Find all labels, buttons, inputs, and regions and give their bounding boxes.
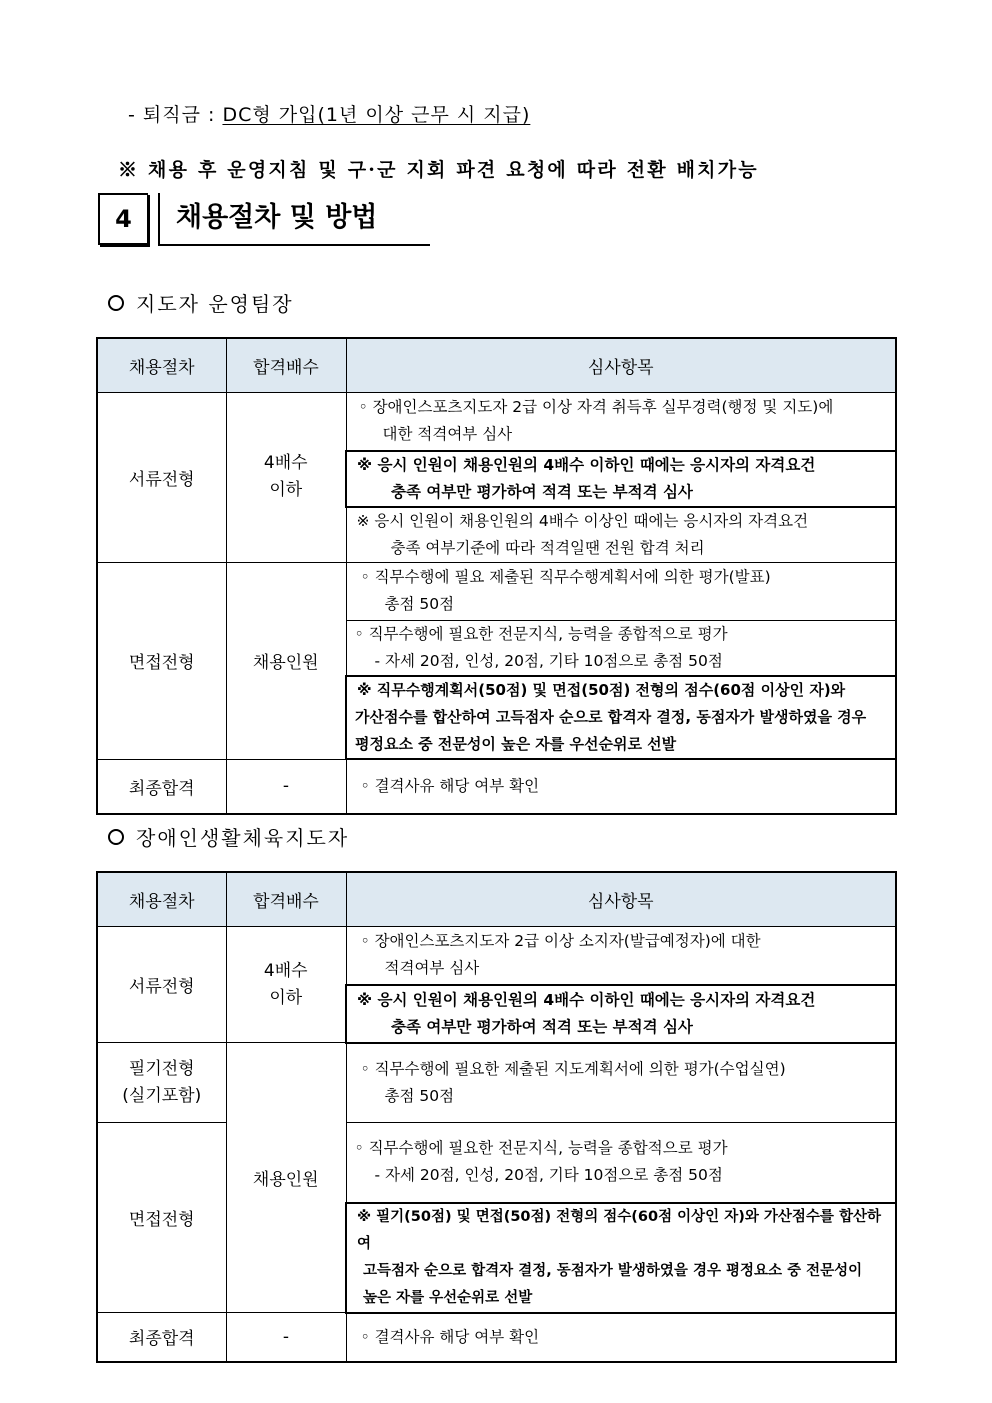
- criteria-item: ◦ 직무수행에 필요 제출된 직무수행계획서에 의한 평가(발표) 총점 50점: [346, 562, 896, 620]
- severance-text: DC형 가입(1년 이상 근무 시 지급): [222, 104, 531, 126]
- severance-line: [128, 100, 530, 127]
- col-header-stage: 채용절차: [97, 872, 226, 927]
- criteria-item: ◦ 장애인스포츠지도자 2급 이상 자격 취득후 실무경력(행정 및 지도)에 대한 적격여부 심사: [346, 393, 896, 451]
- table1: [96, 337, 897, 815]
- multiple-document: 4배수 이하: [226, 927, 346, 1043]
- stage-interview: 면접전형: [97, 562, 226, 759]
- multiple-interview: 채용인원: [226, 562, 346, 759]
- criteria-note-bold: ※ 직무수행계획서(50점) 및 면접(50점) 전형의 점수(60점 이상인 자)와 가산점수를 합산하여 고득점자 순으로 합격자 결정, 동점자가 발생하였을 경우 평정요소 중 전문성이 높은 자를 우선순위로 선발: [346, 676, 896, 759]
- table2-heading-text: 장애인생활체육지도자: [136, 826, 350, 850]
- circle-bullet-icon: [108, 829, 124, 845]
- criteria-note-bold: ※ 필기(50점) 및 면접(50점) 전형의 점수(60점 이상인 자)와 가산점수를 합산하여 고득점자 순으로 합격자 결정, 동점자가 발생하였을 경우 평정요소 중 전문성이 높은 자를 우선순위로 선발: [346, 1203, 896, 1313]
- reassignment-notice: ※ 채용 후 운영지침 및 구·군 지회 파견 요청에 따라 전환 배치가능: [118, 159, 759, 181]
- criteria-item: ◦ 결격사유 해당 여부 확인: [346, 1313, 896, 1362]
- col-header-criteria: 심사항목: [346, 338, 896, 393]
- section-title: 채용절차 및 방법: [158, 193, 430, 246]
- criteria-note-bold: ※ 응시 인원이 채용인원의 4배수 이하인 때에는 응시자의 자격요건 충족 여부만 평가하여 적격 또는 부적격 심사: [346, 985, 896, 1043]
- criteria-note-bold: ※ 응시 인원이 채용인원의 4배수 이하인 때에는 응시자의 자격요건 충족 여부만 평가하여 적격 또는 부적격 심사: [346, 451, 896, 507]
- criteria-note: ※ 응시 인원이 채용인원의 4배수 이상인 때에는 응시자의 자격요건 충족 여부기준에 따라 적격일땐 전원 합격 처리: [346, 507, 896, 563]
- multiple-document: 4배수 이하: [226, 393, 346, 563]
- col-header-multiple: 합격배수: [226, 872, 346, 927]
- stage-document: 서류전형: [97, 927, 226, 1043]
- stage-written: 필기전형 (실기포함): [97, 1043, 226, 1123]
- table1-heading: [108, 288, 294, 317]
- stage-final: 최종합격: [97, 759, 226, 814]
- stage-document: 서류전형: [97, 393, 226, 563]
- criteria-item: ◦ 장애인스포츠지도자 2급 이상 소지자(발급예정자)에 대한 적격여부 심사: [346, 927, 896, 985]
- multiple-final: -: [226, 759, 346, 814]
- multiple-written-interview: 채용인원: [226, 1043, 346, 1313]
- col-header-stage: 채용절차: [97, 338, 226, 393]
- criteria-item: ◦ 직무수행에 필요한 전문지식, 능력을 종합적으로 평가 - 자세 20점, 인성, 20점, 기타 10점으로 총점 50점: [346, 620, 896, 676]
- criteria-item: ◦ 결격사유 해당 여부 확인: [346, 759, 896, 814]
- col-header-multiple: 합격배수: [226, 338, 346, 393]
- table2: [96, 871, 897, 1363]
- circle-bullet-icon: [108, 295, 124, 311]
- table2-heading: [108, 822, 349, 851]
- stage-interview: 면접전형: [97, 1123, 226, 1313]
- table1-heading-text: 지도자 운영팀장: [136, 292, 294, 316]
- multiple-final: -: [226, 1313, 346, 1362]
- criteria-item: ◦ 직무수행에 필요한 제출된 지도계획서에 의한 평가(수업실연) 총점 50점: [346, 1043, 896, 1123]
- stage-final: 최종합격: [97, 1313, 226, 1362]
- severance-prefix: - 퇴직금 :: [128, 104, 223, 126]
- col-header-criteria: 심사항목: [346, 872, 896, 927]
- section-number: 4: [98, 193, 148, 245]
- criteria-item: ◦ 직무수행에 필요한 전문지식, 능력을 종합적으로 평가 - 자세 20점, 인성, 20점, 기타 10점으로 총점 50점: [346, 1123, 896, 1203]
